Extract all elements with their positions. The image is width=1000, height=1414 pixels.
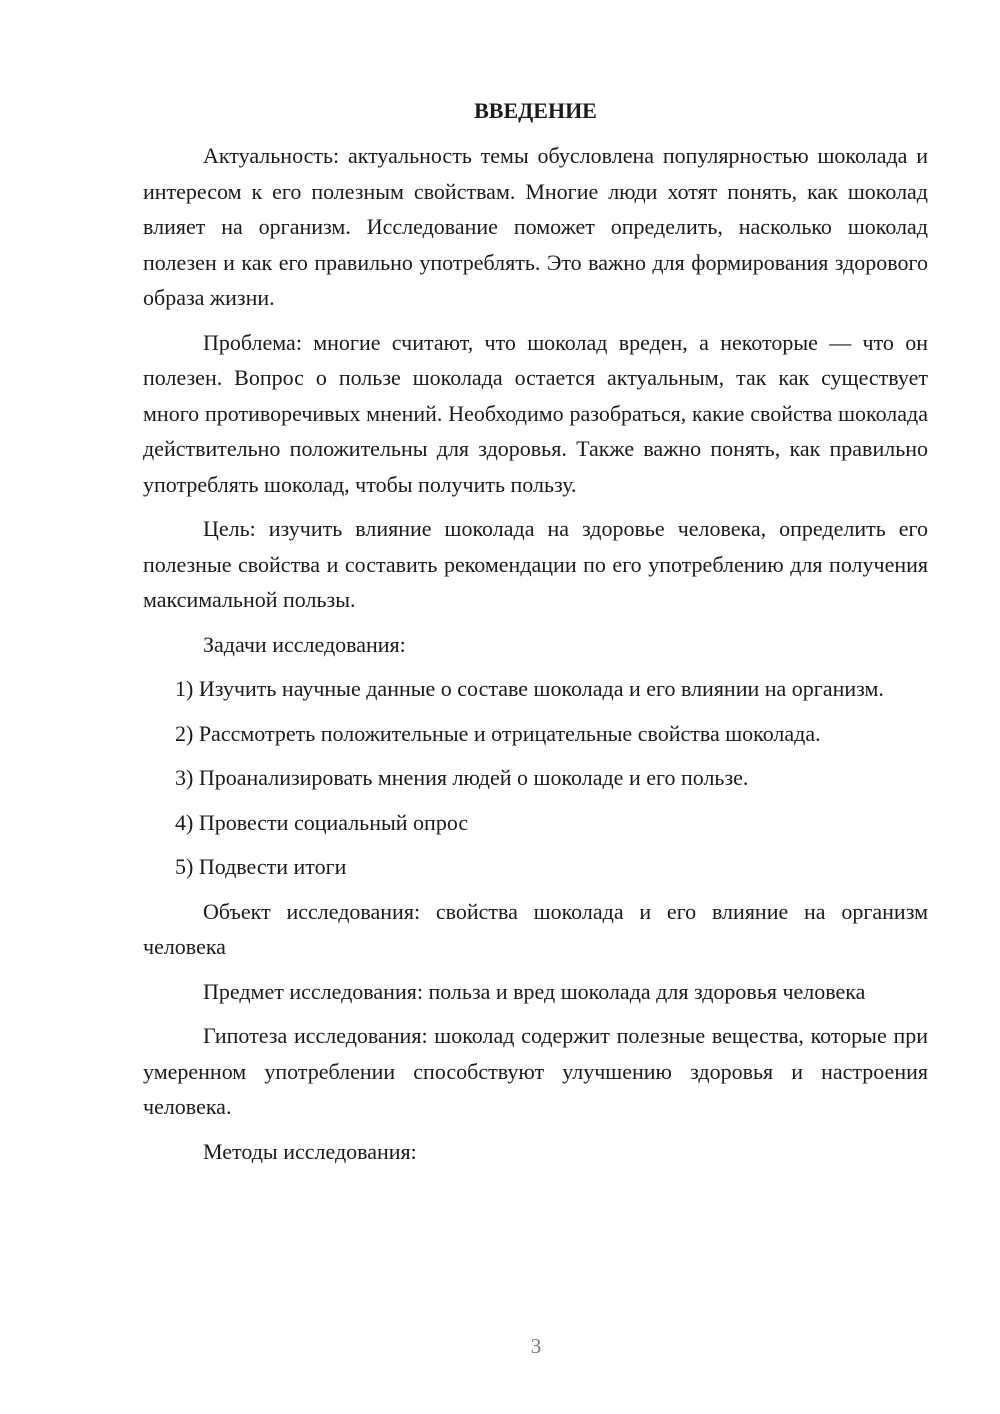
page-number: 3 xyxy=(530,1334,542,1358)
paragraph-goal: Цель: изучить влияние шоколада на здоровье человека, определить его полезные свойства и составить рекомендации по его употреблению для получения максимальной пользы. xyxy=(143,516,928,612)
document-page xyxy=(143,96,928,1178)
section-title: ВВЕДЕНИЕ xyxy=(474,98,597,123)
task-item-3: 3) Проанализировать мнения людей о шоколаде и его пользе. xyxy=(175,765,749,790)
paragraph-subject: Предмет исследования: польза и вред шоколада для здоровья человека xyxy=(203,978,866,1004)
paragraph-problem: Проблема: многие считают, что шоколад вреден, а некоторые — что он полезен. Вопрос о пользе шоколада остается актуальным, так как существует много противоречивых мнений. Необходимо разобраться, какие свойства шоколада действительно положительны для здоровья. Также важно понять, как правильно употреблять шоколад, чтобы получить пользу. xyxy=(143,329,928,497)
task-item-2: 2) Рассмотреть положительные и отрицательные свойства шоколада. xyxy=(175,720,821,746)
paragraph-hypothesis: Гипотеза исследования: шоколад содержит полезные вещества, которые при умеренном употреблении способствуют улучшению здоровья и настроения человека. xyxy=(143,1023,928,1119)
paragraph-object: Объект исследования: свойства шоколада и его влияние на организм человека xyxy=(143,898,928,959)
task-item-1: 1) Изучить научные данные о составе шоколада и его влиянии на организм. xyxy=(175,676,884,701)
paragraph-relevance: Актуальность: актуальность темы обусловлена популярностью шоколада и интересом к его полезным свойствам. Многие люди хотят понять, как шоколад влияет на организм. Исследование поможет определить, насколько шоколад полезен и как его правильно употреблять. Это важно для формирования здорового образа жизни. xyxy=(143,143,928,310)
task-item-4: 4) Провести социальный опрос xyxy=(175,809,469,835)
paragraph-methods-heading: Методы исследования: xyxy=(203,1138,417,1164)
tasks-heading: Задачи исследования: xyxy=(203,631,406,657)
task-item-5: 5) Подвести итоги xyxy=(175,854,347,879)
